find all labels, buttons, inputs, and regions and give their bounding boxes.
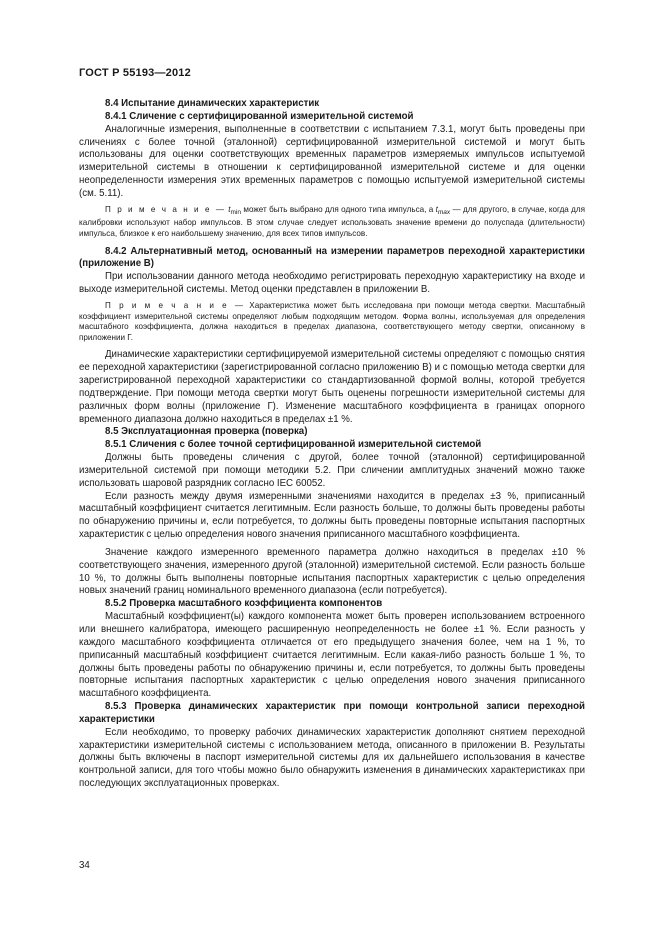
section-heading-8-4-1: 8.4.1 Сличение с сертифицированной измерительной системой	[105, 110, 414, 122]
paragraph: Аналогичные измерения, выполненные в соответствии с испытанием 7.3.1, могут быть проведены при сличениях с более точной (эталонной) сертифицированной измерительной системой и могут быть использованы для оценки соответствующих временных параметров измеряемых импульсов испытуемой измерительной системы в отношении к сертифицированной измерительной системе и для оценки неопределенности измерения этих временных параметров с помощью испытуемой измерительной системы (см. 5.11).	[79, 123, 585, 199]
paragraph: Динамические характеристики сертифицируемой измерительной системы определяют с помощью снятия ее переходной характеристики (зарегистрированной согласно приложению В) и с помощью метода свертки для зарегистрированной переходной характеристики со стандартизованной формой волны, которой требуется подтверждение. При помощи метода свертки могут быть оценены погрешности измерительной системы для различных форм волны (приложение Г). Изменение масштабного коэффициента в границах опорного временного диапазона должно находиться в пределах ±1 %.	[79, 349, 585, 425]
paragraph: Должны быть проведены сличения с другой, более точной (эталонной) сертифицированной измерительной системой при помощи методики 5.2. При сличении амплитудных значений можно также использовать шаровой разрядник согласно IEC 60052.	[79, 452, 585, 489]
paragraph: При использовании данного метода необходимо регистрировать переходную характеристику на входе и выходе измерительной системы. Метод оценки представлен в приложении В.	[79, 271, 585, 296]
document-body	[79, 98, 585, 791]
section-heading-8-4-2: 8.4.2 Альтернативный метод, основанный на измерении параметров переходной характеристики (приложение В)	[79, 245, 585, 270]
paragraph: Если необходимо, то проверку рабочих динамических характеристик дополняют снятием переходной характеристики измерительной системы с использованием метода, описанного в приложении В. Результаты должны быть включены в паспорт измерительной системы для их дальнейшего использования в качестве контрольной записи, для того чтобы можно было обнаружить изменения в динамических характеристиках при последующих эксплуатационных проверках.	[79, 726, 585, 790]
note-convolution: П р и м е ч а н и е — Характеристика может быть исследована при помощи метода свертки. Масштабный коэффициент измерительной системы определяют любым подходящим методом. Форма волны, используемая для определения масштабного коэффициента, должна находиться в пределах диапазона, соответствующего методу свертки, описанному в приложении Г.	[79, 300, 585, 342]
section-heading-8-5-3: 8.5.3 Проверка динамических характеристик при помощи контрольной записи переходной характеристики	[79, 701, 585, 725]
paragraph: Значение каждого измеренного временного параметра должно находиться в пределах ±10 % соответствующего значения, измеренного другой (эталонной) измерительной системой. Если разность больше 10 %, то должны быть выполнены повторные испытания паспортных характеристик с целью определения новых значений границ номинального временного диапазона (если потребуется).	[79, 546, 585, 597]
note-label: П р и м е ч а н и е —	[105, 204, 226, 214]
section-heading-8-4: 8.4 Испытание динамических характеристик	[105, 98, 320, 109]
standard-header: ГОСТ Р 55193—2012	[79, 67, 191, 79]
page-number: 34	[79, 860, 90, 871]
section-heading-8-5-1: 8.5.1 Сличения с более точной сертифицированной измерительной системой	[105, 439, 482, 451]
section-heading-8-5: 8.5 Эксплуатационная проверка (поверка)	[105, 426, 308, 438]
note-label: П р и м е ч а н и е —	[105, 300, 246, 310]
paragraph: Масштабный коэффициент(ы) каждого компонента может быть проверен использованием встроенного или внешнего калибратора, имеющего расширенную неопределенность не более ±1 %. Если разность у каждого масштабного коэффициента отличается от его предыдущего значения более, чем на 1 %, то приписанный масштабный коэффициент считается легитимным. Если какая-либо разность больше 1 %, то должны быть проведены работы по обнаружению причины и, если потребуется, то должны быть проведены повторные испытания паспортных характеристик с целью определения нового значения приписанного масштабного коэффициента.	[79, 611, 585, 700]
section-heading-8-5-2: 8.5.2 Проверка масштабного коэффициента компонентов	[105, 598, 383, 610]
paragraph: Если разность между двумя измеренными значениями находится в пределах ±3 %, приписанный масштабный коэффициент считается легитимным. Если разность больше, то должны быть проведены работы по обнаружению причины и, если потребуется, то должны быть проведены повторные испытания паспортных характеристик с целью определения нового значения приписанного масштабного коэффициента.	[79, 490, 585, 541]
note-tmin: П р и м е ч а н и е — $t_{min}$ может быть выбрано для одного типа импульса, а $t_{max}$ — для другого, в случае, когда для калибровки используют набор импульсов. В этом случае следует использовать значение времени до полуспада (длительности) импульса, близкое к его наибольшему значению, для всех типов импульсов.	[79, 204, 585, 238]
